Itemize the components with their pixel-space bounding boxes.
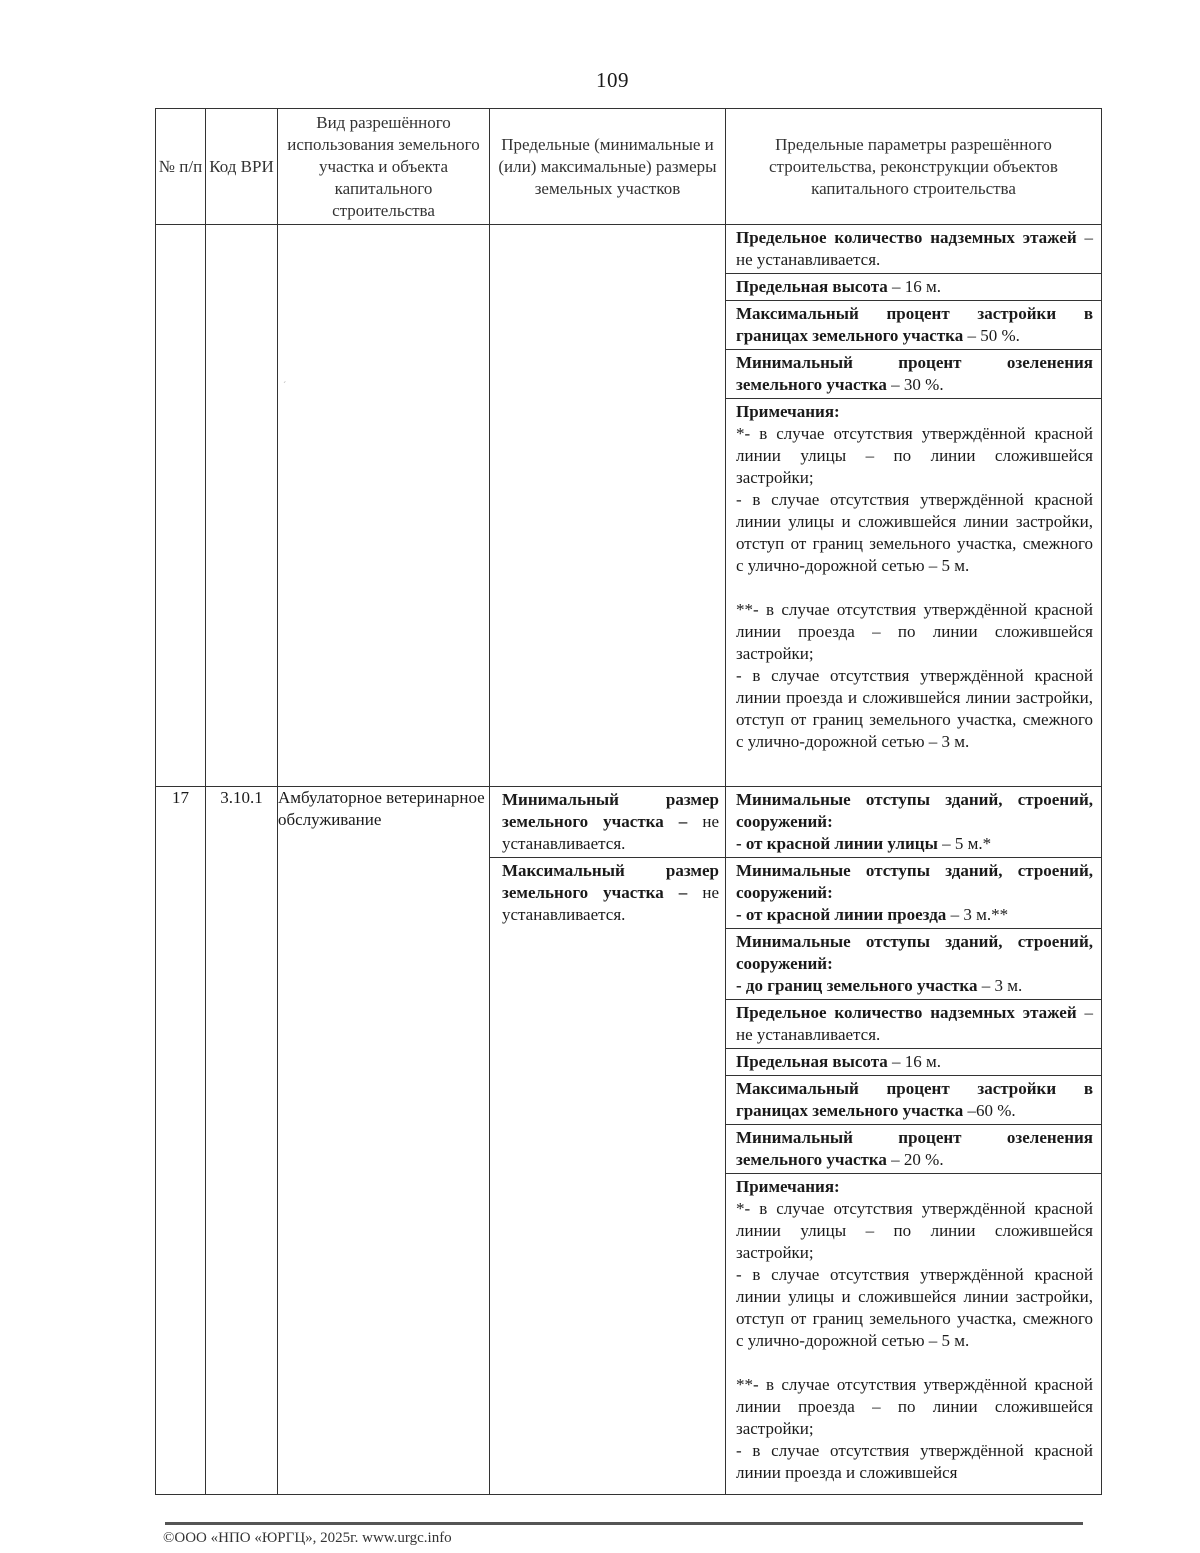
param-block — [726, 858, 1101, 929]
row-kind-cell — [278, 225, 490, 787]
param-block — [726, 1076, 1101, 1125]
size-label: Минимальный размер земельного участка – — [502, 790, 719, 831]
notes-block — [726, 1174, 1101, 1486]
note-line: *- в случае отсутствия утверждённой красной линии улицы – по линии сложившейся застройки; — [736, 1199, 1093, 1262]
table-row-17 — [156, 787, 1102, 1495]
param-label: Максимальный процент застройки в границах земельного участка — [736, 304, 1093, 345]
row-kind-cell: Амбулаторное ветеринарное обслуживание — [278, 787, 490, 1495]
param-value: – 50 %. — [963, 326, 1020, 345]
note-line: - в случае отсутствия утверждённой красной линии улицы и сложившейся линии застройки, отступ от границ земельного участка, смежного с улично-дорожной сетью – 5 м. — [736, 490, 1093, 575]
note-spacer — [736, 577, 1093, 599]
param-block — [726, 1125, 1101, 1174]
size-block — [490, 858, 725, 928]
param-label: Предельное количество надземных этажей — [736, 1003, 1077, 1022]
note-line: - в случае отсутствия утверждённой красной линии проезда и сложившейся линии застройки, отступ от границ земельного участка, смежного с улично-дорожной сетью – 3 м. — [736, 666, 1093, 751]
note-spacer — [736, 1352, 1093, 1374]
notes-title: Примечания: — [736, 1177, 840, 1196]
param-block — [726, 274, 1101, 301]
row-code-cell: 3.10.1 — [206, 787, 278, 1495]
table-header-row — [156, 109, 1102, 225]
row-params-cell — [726, 225, 1102, 787]
note-line: - в случае отсутствия утверждённой красной линии проезда и сложившейся — [736, 1441, 1093, 1482]
footer-copyright: ©ООО «НПО «ЮРГЦ», 2025г. www.urgc.info — [163, 1530, 452, 1546]
param-sub-label: - от красной линии проезда — [736, 905, 947, 924]
param-label: Предельное количество надземных этажей — [736, 228, 1077, 247]
header-code: Код ВРИ — [206, 109, 278, 225]
header-build-params: Предельные параметры разрешённого строительства, реконструкции объектов капитального строительства — [726, 109, 1102, 225]
param-value: – 5 м.* — [937, 834, 992, 853]
param-value: – 3 м. — [977, 976, 1023, 995]
size-value: не устанавливается. — [502, 812, 719, 853]
param-sub-label: - до границ земельного участка — [736, 976, 978, 995]
header-number: № п/п — [156, 109, 206, 225]
param-label: Минимальный процент озеленения земельного участка — [736, 353, 1093, 394]
header-plot-sizes: Предельные (минимальные и (или) максимальные) размеры земельных участков — [490, 109, 726, 225]
row-number-cell: 17 — [156, 787, 206, 1495]
note-line: - в случае отсутствия утверждённой красной линии улицы и сложившейся линии застройки, отступ от границ земельного участка, смежного с улично-дорожной сетью – 5 м. — [736, 1265, 1093, 1350]
param-value: – 3 м.** — [946, 905, 1009, 924]
param-label: Минимальные отступы зданий, строений, сооружений: — [736, 932, 1093, 973]
zoning-parameters-table — [155, 108, 1102, 1495]
note-line: **- в случае отсутствия утверждённой красной линии проезда – по линии сложившейся застройки; — [736, 1375, 1093, 1438]
row-sizes-cell — [490, 787, 726, 1495]
param-value: – 16 м. — [887, 1052, 942, 1071]
notes-block — [726, 399, 1101, 755]
param-block — [726, 787, 1101, 858]
param-label: Минимальные отступы зданий, строений, сооружений: — [736, 790, 1093, 831]
param-sub-label: - от красной линии улицы — [736, 834, 938, 853]
notes-title: Примечания: — [736, 402, 840, 421]
param-label: Предельная высота — [736, 277, 888, 296]
param-value: – не устанавливается. — [736, 1003, 1094, 1044]
page-number: 109 — [596, 68, 629, 92]
param-value: – 16 м. — [887, 277, 942, 296]
param-block — [726, 350, 1101, 399]
param-block — [726, 929, 1101, 1000]
param-block — [726, 225, 1101, 274]
param-label: Минимальный процент озеленения земельного участка — [736, 1128, 1093, 1169]
param-label: Максимальный процент застройки в границах земельного участка — [736, 1079, 1093, 1120]
scan-artifact: ´ — [283, 381, 287, 392]
param-value: – 20 %. — [886, 1150, 944, 1169]
row-number-cell — [156, 225, 206, 787]
size-value: не устанавливается. — [502, 883, 719, 924]
param-block — [726, 301, 1101, 350]
note-line: **- в случае отсутствия утверждённой красной линии проезда – по линии сложившейся застройки; — [736, 600, 1093, 663]
size-label: Максимальный размер земельного участка – — [502, 861, 719, 902]
param-value: – 30 %. — [886, 375, 944, 394]
row-sizes-cell — [490, 225, 726, 787]
table-row-continued — [156, 225, 1102, 787]
size-block — [490, 787, 725, 858]
param-label: Предельная высота — [736, 1052, 888, 1071]
param-label: Минимальные отступы зданий, строений, сооружений: — [736, 861, 1093, 902]
header-use-kind: Вид разрешённого использования земельного участка и объекта капитального строительства — [278, 109, 490, 225]
param-value: –60 %. — [963, 1101, 1016, 1120]
param-value: – не устанавливается. — [736, 228, 1094, 269]
row-params-cell — [726, 787, 1102, 1495]
param-block — [726, 1000, 1101, 1049]
row-code-cell — [206, 225, 278, 787]
param-block — [726, 1049, 1101, 1076]
note-line: *- в случае отсутствия утверждённой красной линии улицы – по линии сложившейся застройки; — [736, 424, 1093, 487]
footer-divider — [165, 1522, 1083, 1525]
